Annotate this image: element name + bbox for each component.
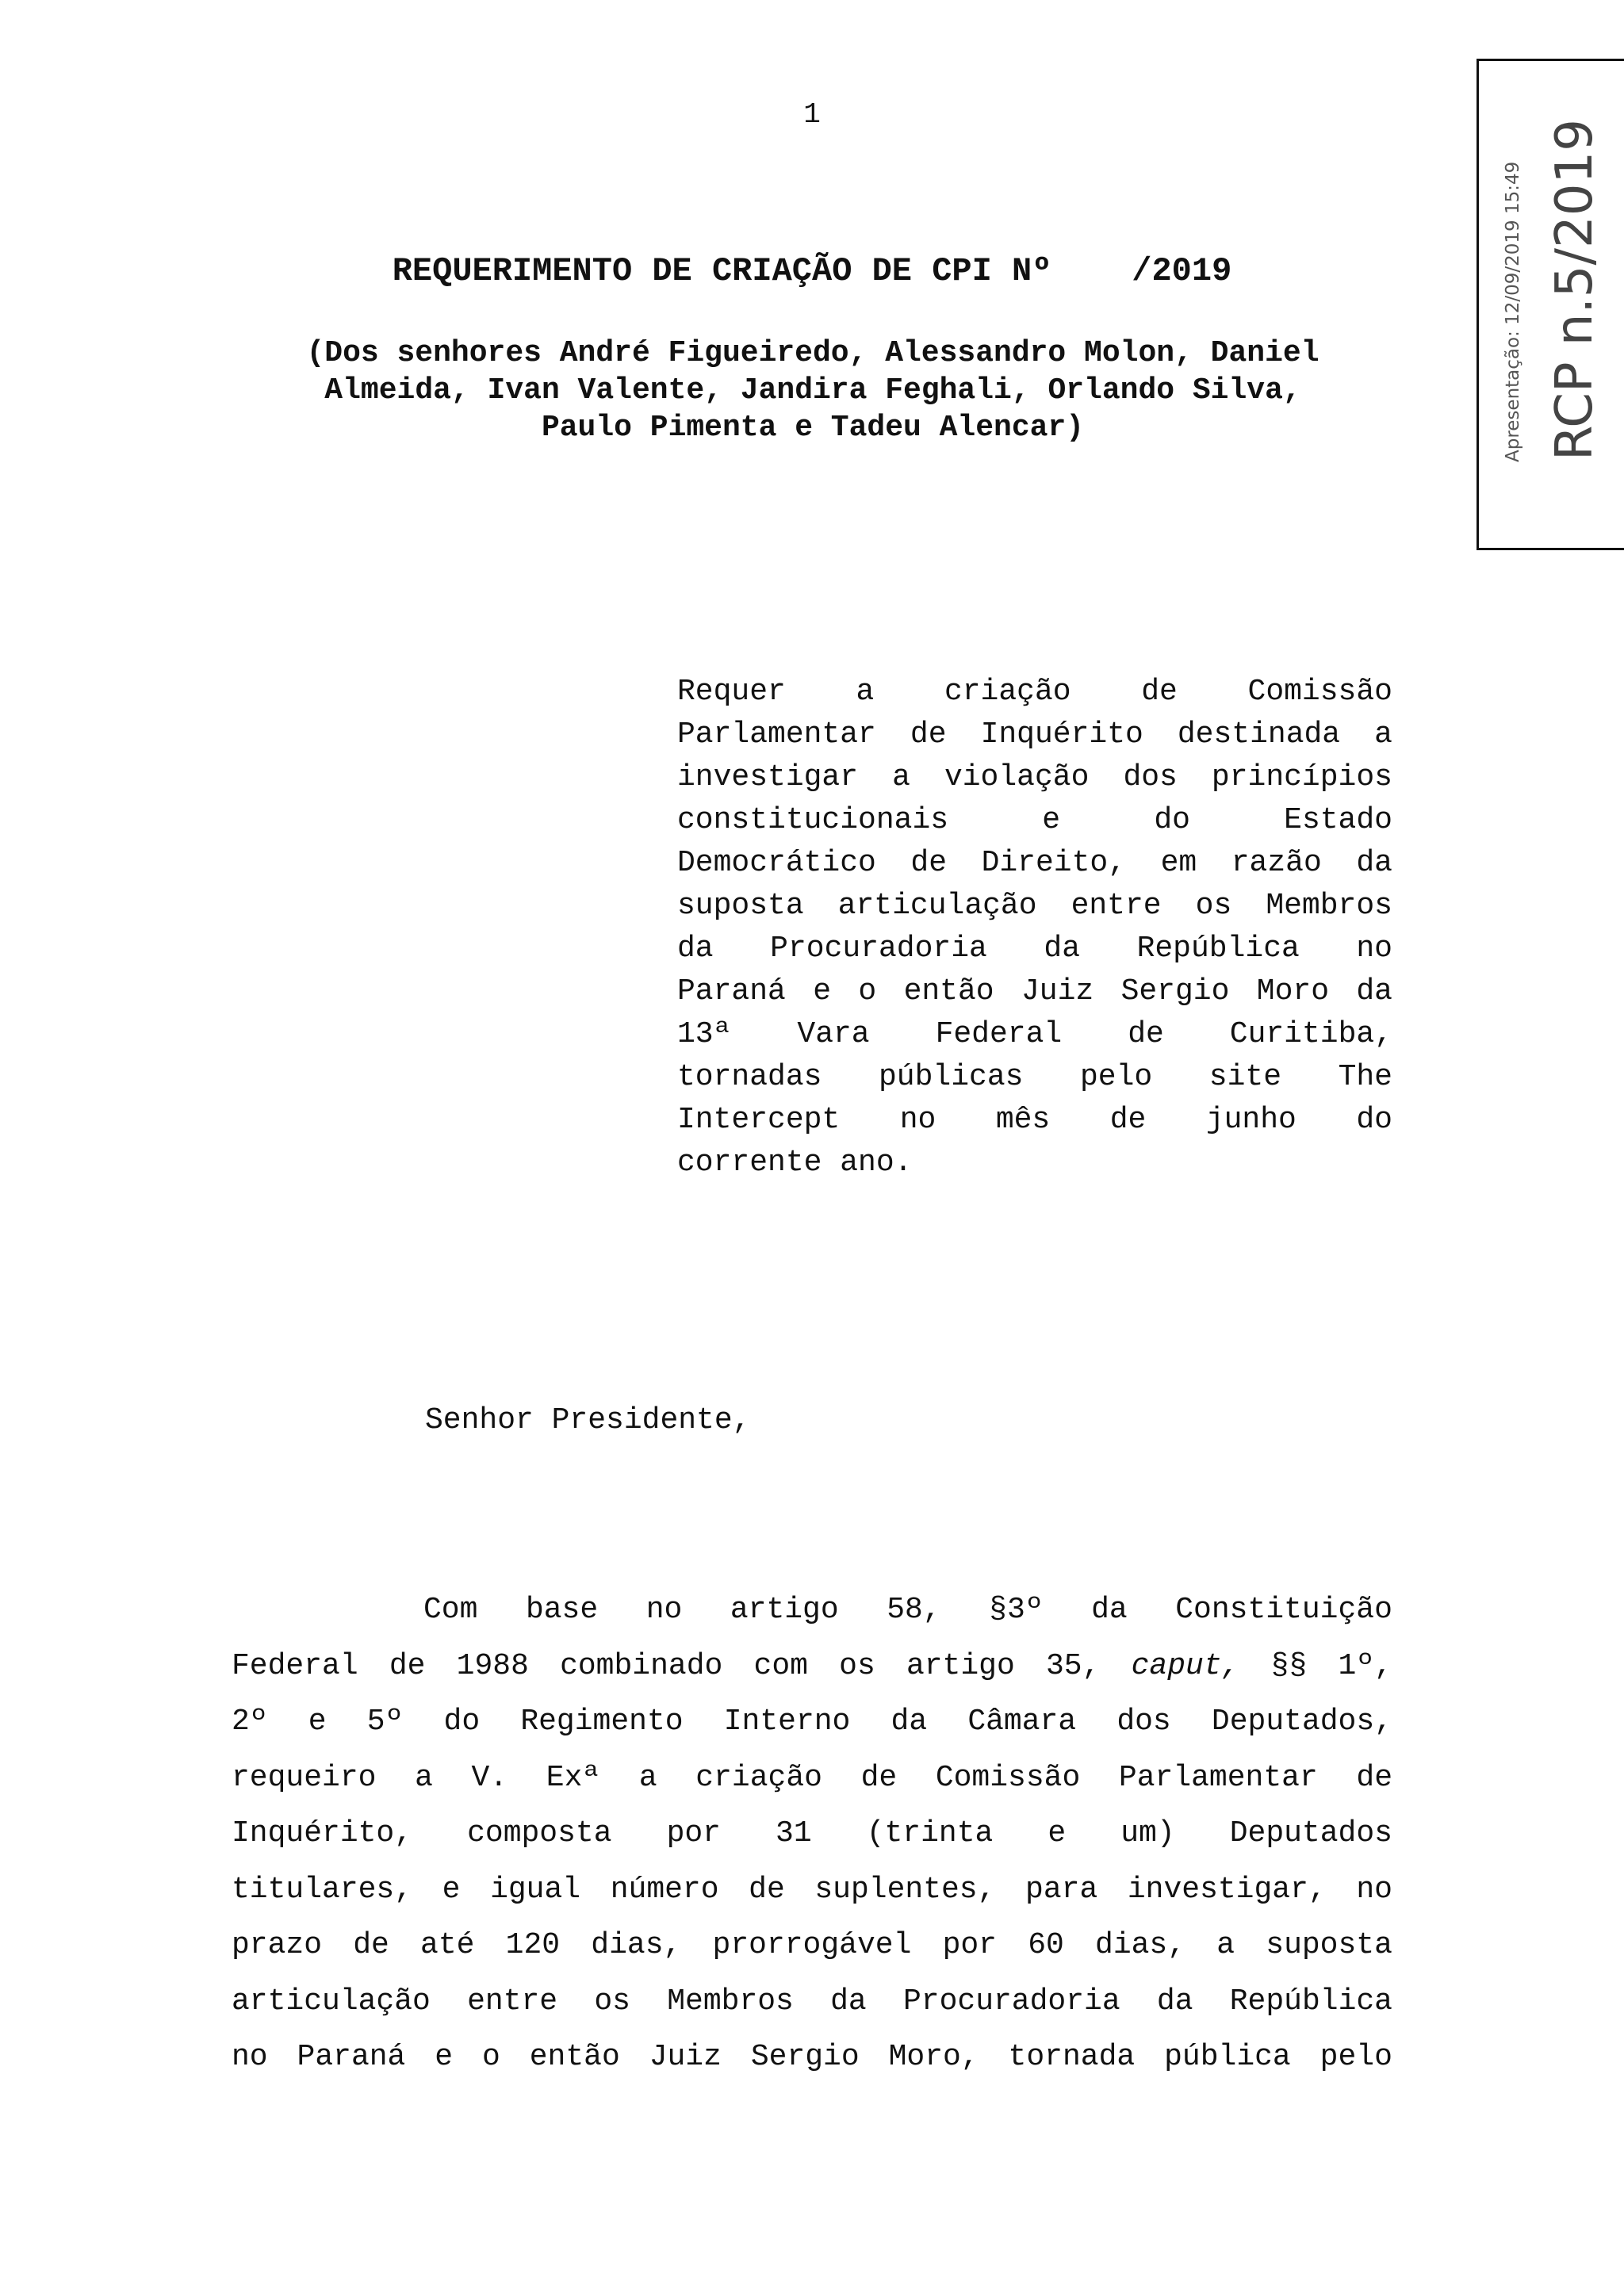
body-line [232, 1806, 1392, 1862]
word: Inquérito [980, 718, 1143, 752]
word: destinada [1177, 718, 1341, 752]
word: Interno [723, 1705, 851, 1739]
body-line [232, 1862, 1392, 1919]
word: no [232, 2040, 268, 2074]
word: 2º [232, 1705, 268, 1739]
word: Sergio [1120, 974, 1230, 1008]
word: da [1356, 974, 1392, 1008]
word: Deputados [1229, 1816, 1392, 1850]
word: então [529, 2040, 620, 2074]
page-number: 1 [803, 98, 821, 131]
word: pública [1164, 2040, 1291, 2074]
word: articulação [232, 1984, 431, 2019]
word: e [308, 1705, 327, 1739]
protocol-stamp [1477, 59, 1624, 550]
word: 5º [366, 1705, 404, 1739]
word: tornadas [677, 1060, 822, 1094]
word: §3º [989, 1593, 1044, 1627]
word: no [1356, 932, 1392, 966]
word: a [638, 1760, 657, 1795]
word: 1988 [456, 1648, 529, 1683]
body-line [232, 1582, 1392, 1639]
word: de [389, 1648, 426, 1683]
word: o [482, 2040, 500, 2074]
word: Sergio [750, 2040, 860, 2074]
word: da [830, 1984, 867, 2019]
word: Membros [1266, 889, 1392, 923]
word: de [1356, 1760, 1392, 1795]
word: Deputados, [1211, 1705, 1392, 1739]
word: em [1160, 846, 1197, 880]
summary-line [677, 928, 1392, 970]
word: de [1141, 675, 1178, 709]
word: site [1208, 1060, 1281, 1094]
word: razão [1231, 846, 1322, 880]
summary-line [677, 1013, 1392, 1056]
word: V. [471, 1760, 508, 1795]
word: até [420, 1928, 475, 1962]
word: um) [1120, 1816, 1175, 1850]
summary-line [677, 671, 1392, 714]
word: princípios [1211, 760, 1392, 794]
word: junho [1205, 1103, 1297, 1137]
word: número [610, 1872, 719, 1907]
word: com [753, 1648, 808, 1683]
salutation: Senhor Presidente, [425, 1403, 751, 1437]
word: suplentes, [814, 1872, 996, 1907]
word: a [892, 760, 910, 794]
summary-line: corrente ano. [677, 1146, 913, 1180]
word: do [1356, 1103, 1392, 1137]
word: mês [995, 1103, 1051, 1137]
word: Curitiba, [1229, 1017, 1392, 1051]
word: Federal [935, 1017, 1063, 1051]
word: investigar, [1127, 1872, 1327, 1907]
word: pelo [1080, 1060, 1153, 1094]
word: 60 [1028, 1928, 1064, 1962]
word: a [415, 1760, 433, 1795]
word: The [1338, 1060, 1392, 1094]
word: entre [1071, 889, 1162, 923]
rcp-number: RCP n.5/2019 [1545, 119, 1604, 461]
word: violação [944, 760, 1090, 794]
word: composta [467, 1816, 612, 1850]
word: do [1154, 803, 1190, 837]
word: criação [944, 675, 1071, 709]
word: Moro, [888, 2040, 979, 2074]
word: os [1195, 889, 1232, 923]
word: §§ [1270, 1648, 1308, 1683]
word: dos [1123, 760, 1178, 794]
word: Moro [1256, 974, 1329, 1008]
word: a [1374, 718, 1392, 752]
word: de [353, 1928, 389, 1962]
word: Membros [667, 1984, 794, 2019]
word: Juiz [649, 2040, 722, 2074]
word: artigo [906, 1648, 1015, 1683]
word: Inquérito, [232, 1816, 413, 1850]
word: República [1136, 932, 1300, 966]
word: da [1044, 932, 1080, 966]
body-paragraph [232, 1582, 1392, 2086]
summary-line [677, 885, 1392, 928]
word: por [666, 1816, 721, 1850]
word: no [645, 1593, 683, 1627]
word: Com [423, 1593, 478, 1627]
word: 35, [1045, 1648, 1101, 1683]
word: Paraná [297, 2040, 406, 2074]
word: investigar [677, 760, 859, 794]
word: de [1128, 1017, 1164, 1051]
word: combinado [560, 1648, 723, 1683]
summary-line [677, 799, 1392, 842]
word: 120 [505, 1928, 561, 1962]
word: da [891, 1705, 928, 1739]
word: os [839, 1648, 875, 1683]
word: a [1216, 1928, 1235, 1962]
body-line [232, 1694, 1392, 1751]
word: Intercept [677, 1103, 841, 1137]
word: da [1356, 846, 1392, 880]
word: de [749, 1872, 785, 1907]
word: Câmara [967, 1705, 1077, 1739]
authors-block [230, 335, 1396, 446]
word: por [942, 1928, 997, 1962]
word: República [1229, 1984, 1392, 2019]
word: no [899, 1103, 936, 1137]
word: Comissão [935, 1760, 1081, 1795]
word: no [1356, 1872, 1392, 1907]
word: de [910, 718, 947, 752]
word: dias, [1095, 1928, 1186, 1962]
summary-block [677, 671, 1392, 1184]
word: da [1091, 1593, 1128, 1627]
summary-line [677, 1099, 1392, 1142]
word: Comissão [1247, 675, 1392, 709]
word: de [1109, 1103, 1147, 1137]
word: Vara [797, 1017, 870, 1051]
word: Parlamentar [677, 718, 876, 752]
word: 31 [776, 1816, 812, 1850]
summary-line [677, 1056, 1392, 1099]
word: e [435, 2040, 454, 2074]
word: e [1042, 803, 1061, 837]
word: e [813, 974, 832, 1008]
word: da [1156, 1984, 1193, 2019]
word: igual [490, 1872, 581, 1907]
word: Paraná [677, 974, 786, 1008]
summary-line [677, 756, 1392, 799]
word: prorrogável [712, 1928, 912, 1962]
word: e [442, 1872, 461, 1907]
summary-line [677, 714, 1392, 756]
word: suposta [677, 889, 804, 923]
body-line [232, 1918, 1392, 1974]
word: Democrático [677, 846, 876, 880]
word: articulação [837, 889, 1037, 923]
document-title: REQUERIMENTO DE CRIAÇÃO DE CPI Nº /2019 [392, 252, 1232, 290]
word: constitucionais [677, 803, 949, 837]
word: 13ª [677, 1017, 732, 1051]
word: tornada [1008, 2040, 1136, 2074]
word: (trinta [866, 1816, 994, 1850]
word: Exª [546, 1760, 601, 1795]
body-line [232, 1751, 1392, 1807]
word: de [910, 846, 948, 880]
word: requeiro [232, 1760, 377, 1795]
word: 58, [887, 1593, 941, 1627]
summary-line [677, 842, 1392, 885]
word: prazo [232, 1928, 323, 1962]
word: públicas [879, 1060, 1024, 1094]
word: Direito, [981, 846, 1127, 880]
word: Federal [232, 1648, 358, 1683]
word: do [443, 1705, 481, 1739]
word: dias, [591, 1928, 682, 1962]
word: os [594, 1984, 630, 2019]
body-line [232, 1639, 1392, 1695]
body-line [232, 1974, 1392, 2030]
summary-line [677, 970, 1392, 1013]
word: Procuradoria [770, 932, 987, 966]
body-line [232, 2030, 1392, 2086]
word: da [677, 932, 714, 966]
word: criação [695, 1760, 822, 1795]
word: Procuradoria [902, 1984, 1120, 2019]
word: Estado [1284, 803, 1392, 837]
caput-term: caput, [1131, 1648, 1240, 1683]
authors-line: Paulo Pimenta e Tadeu Alencar) [541, 411, 1085, 445]
word: 1º, [1338, 1648, 1392, 1683]
word: entre [467, 1984, 558, 2019]
word: dos [1116, 1705, 1171, 1739]
presentation-date: Apresentação: 12/09/2019 15:49 [1503, 161, 1523, 462]
word: Parlamentar [1118, 1760, 1318, 1795]
word: titulares, [232, 1872, 413, 1907]
word: para [1025, 1872, 1098, 1907]
authors-line: Almeida, Ivan Valente, Jandira Feghali, Orlando Silva, [324, 373, 1301, 408]
word: Constituição [1175, 1593, 1392, 1627]
word: Requer [677, 675, 786, 709]
word: então [903, 974, 994, 1008]
word: a [856, 675, 875, 709]
word: artigo [730, 1593, 839, 1627]
authors-line: (Dos senhores André Figueiredo, Alessandro Molon, Daniel [306, 336, 1320, 370]
word: de [860, 1760, 898, 1795]
word: e [1048, 1816, 1067, 1850]
word: Regimento [520, 1705, 684, 1739]
word: base [525, 1593, 599, 1627]
word: pelo [1320, 2040, 1392, 2074]
word: o [858, 974, 877, 1008]
word: Juiz [1021, 974, 1094, 1008]
word: suposta [1266, 1928, 1392, 1962]
